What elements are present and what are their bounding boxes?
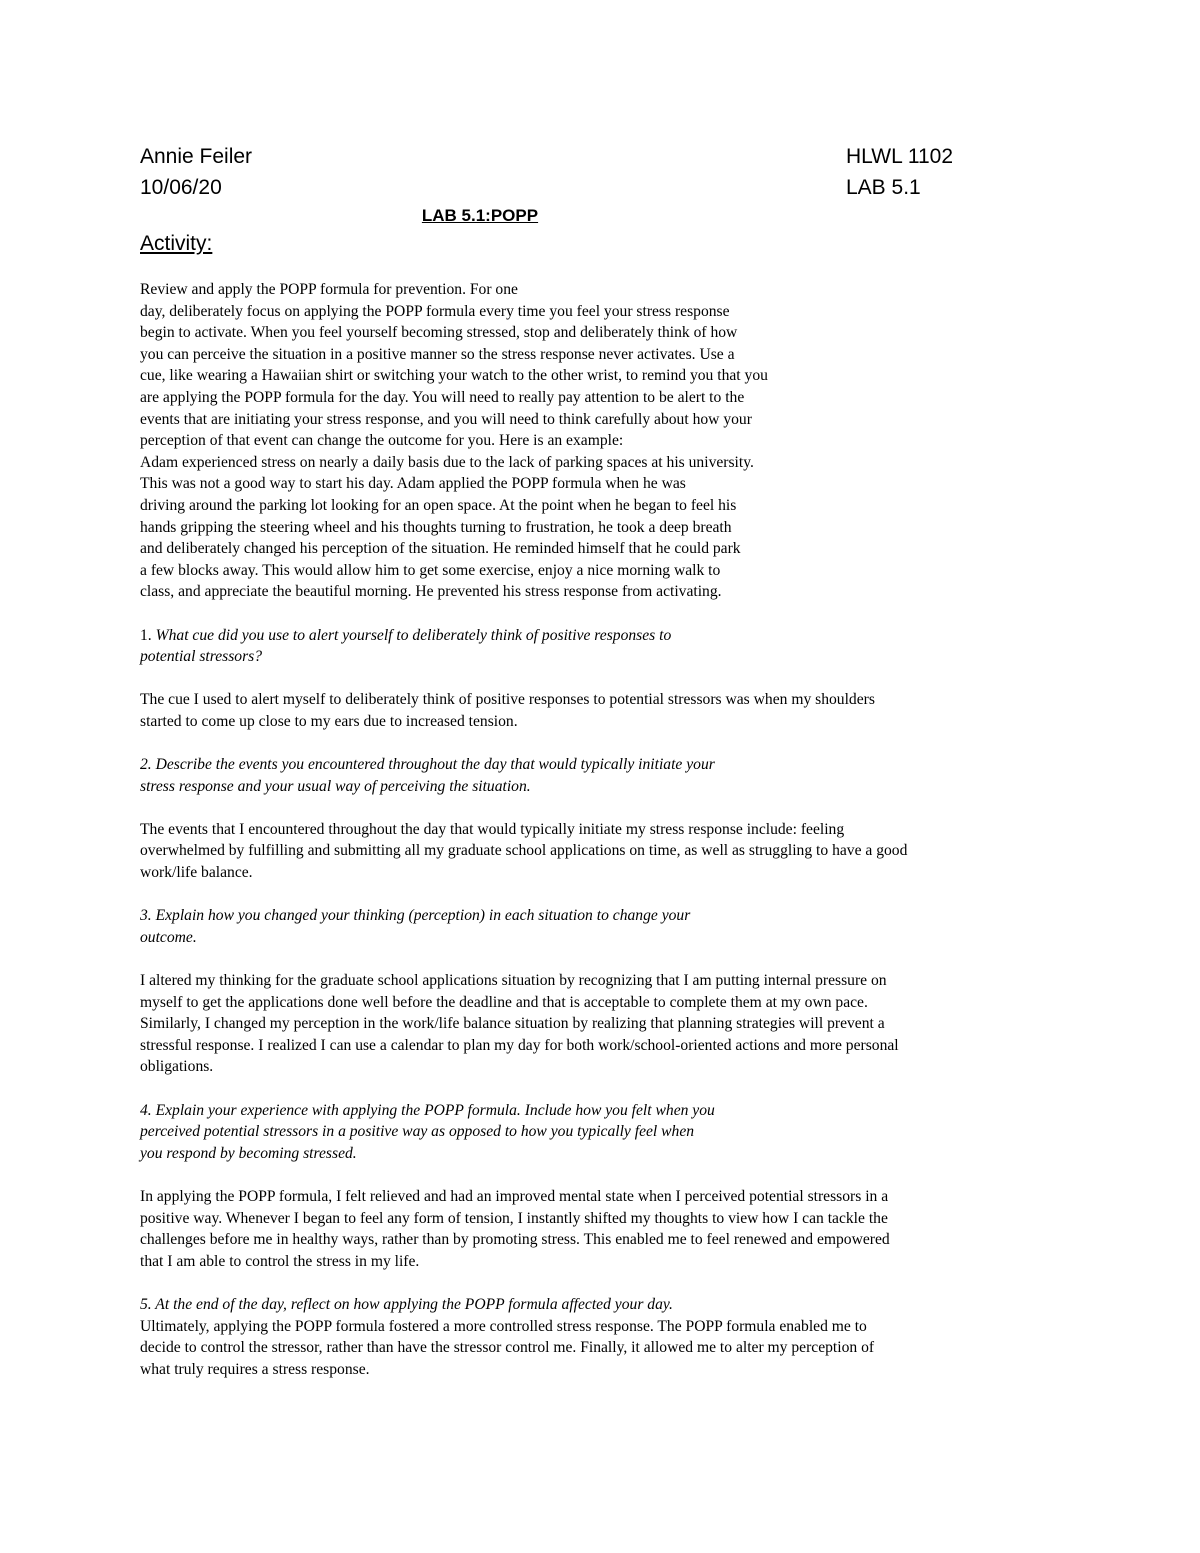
student-name: Annie Feiler (140, 145, 253, 168)
answer-4-line: that I am able to control the stress in my life. (140, 1252, 420, 1270)
question-4-text: perceived potential stressors in a positive way as opposed to how you typically feel when (140, 1123, 695, 1141)
question-1-line (140, 625, 1070, 647)
answer-3-line: obligations. (140, 1058, 214, 1076)
question-1-number: 1. (140, 626, 152, 644)
question-4-text: you respond by becoming stressed. (140, 1144, 357, 1162)
answer-4-line: challenges before me in healthy ways, rather than by promoting stress. This enabled me to feel renewed and empowered (140, 1231, 890, 1249)
lab-number: LAB 5.1 (846, 176, 921, 199)
instruction-line: Adam experienced stress on nearly a daily basis due to the lack of parking spaces at his university. (140, 453, 754, 471)
question-3-text: 3. Explain how you changed your thinking (perception) in each situation to change your (140, 907, 691, 925)
question-2 (140, 754, 1070, 797)
answer-3-line: Similarly, I changed my perception in the work/life balance situation by realizing that planning strategies will prevent a (140, 1015, 885, 1033)
instruction-line: hands gripping the steering wheel and his thoughts turning to frustration, he took a deep breath (140, 518, 732, 536)
question-5 (140, 1294, 1070, 1316)
answer-1-line: The cue I used to alert myself to deliberately think of positive responses to potential stressors was when my shoulders (140, 691, 875, 709)
question-1-text: potential stressors? (140, 648, 263, 666)
answer-4 (140, 1186, 1070, 1272)
answer-5-line: decide to control the stressor, rather than have the stressor control me. Finally, it allowed me to alter my perception of (140, 1339, 875, 1357)
instruction-line: class, and appreciate the beautiful morning. He prevented his stress response from activating. (140, 583, 722, 601)
question-1-text: What cue did you use to alert yourself to deliberately think of positive responses to (155, 626, 672, 644)
answer-5-line: Ultimately, applying the POPP formula fostered a more controlled stress response. The POPP formula enabled me to (140, 1317, 867, 1335)
question-2-text: 2. Describe the events you encountered throughout the day that would typically initiate your (140, 756, 715, 774)
instruction-line: Review and apply the POPP formula for prevention. For one (140, 281, 518, 298)
instruction-line: This was not a good way to start his day. Adam applied the POPP formula when he was (140, 475, 686, 493)
instruction-line: day, deliberately focus on applying the POPP formula every time you feel your stress response (140, 302, 730, 320)
answer-1 (140, 689, 1070, 732)
course-code: HLWL 1102 (846, 145, 953, 168)
question-4-text: 4. Explain your experience with applying the POPP formula. Include how you felt when you (140, 1101, 715, 1119)
answer-2 (140, 819, 1070, 884)
answer-3-line: stressful response. I realized I can use a calendar to plan my day for both work/school-oriented actions and more personal (140, 1036, 899, 1054)
question-4 (140, 1100, 1070, 1165)
instructions-block (140, 279, 1070, 603)
answer-3-line: myself to get the applications done well before the deadline and that is acceptable to complete them at my own pace. (140, 993, 868, 1011)
question-5-text: 5. At the end of the day, reflect on how applying the POPP formula affected your day. (140, 1295, 673, 1313)
instruction-line: and deliberately changed his perception of the situation. He reminded himself that he could park (140, 540, 741, 558)
question-3-text: outcome. (140, 928, 197, 946)
question-3 (140, 905, 1070, 948)
answer-3 (140, 970, 1070, 1078)
answer-1-line: started to come up close to my ears due to increased tension. (140, 712, 518, 730)
document-body (140, 279, 1070, 1380)
instruction-line: cue, like wearing a Hawaiian shirt or switching your watch to the other wrist, to remind you that you (140, 367, 768, 385)
answer-2-line: The events that I encountered throughout the day that would typically initiate my stress response include: feeling (140, 820, 845, 838)
answer-3-line: I altered my thinking for the graduate school applications situation by recognizing that I am putting internal pressure on (140, 972, 887, 989)
instruction-line: a few blocks away. This would allow him to get some exercise, enjoy a nice morning walk to (140, 561, 721, 579)
instruction-line: begin to activate. When you feel yourself becoming stressed, stop and deliberately think of how (140, 324, 738, 342)
activity-heading: Activity: (140, 232, 213, 255)
instruction-line: perception of that event can change the outcome for you. Here is an example: (140, 432, 624, 450)
answer-4-line: positive way. Whenever I began to feel any form of tension, I instantly shifted my thoughts to view how I can tackle the (140, 1209, 888, 1227)
answer-2-line: work/life balance. (140, 864, 253, 882)
instruction-line: driving around the parking lot looking for an open space. At the point when he began to feel his (140, 496, 737, 514)
answer-5-line: what truly requires a stress response. (140, 1360, 370, 1378)
answer-2-line: overwhelmed by fulfilling and submitting all my graduate school applications on time, as well as struggling to have a good (140, 842, 908, 860)
instruction-line: you can perceive the situation in a positive manner so the stress response never activates. Use a (140, 345, 735, 363)
answer-4-line: In applying the POPP formula, I felt relieved and had an improved mental state when I perceived potential stressors in a (140, 1187, 889, 1205)
question-1 (140, 625, 1070, 668)
answer-5 (140, 1316, 1070, 1381)
instruction-line: events that are initiating your stress response, and you will need to think carefully about how your (140, 410, 752, 428)
page-title: LAB 5.1:POPP (421, 206, 539, 225)
question-2-text: stress response and your usual way of perceiving the situation. (140, 777, 531, 795)
submission-date: 10/06/20 (140, 176, 222, 199)
instruction-line: are applying the POPP formula for the day. You will need to really pay attention to be alert to the (140, 388, 745, 406)
